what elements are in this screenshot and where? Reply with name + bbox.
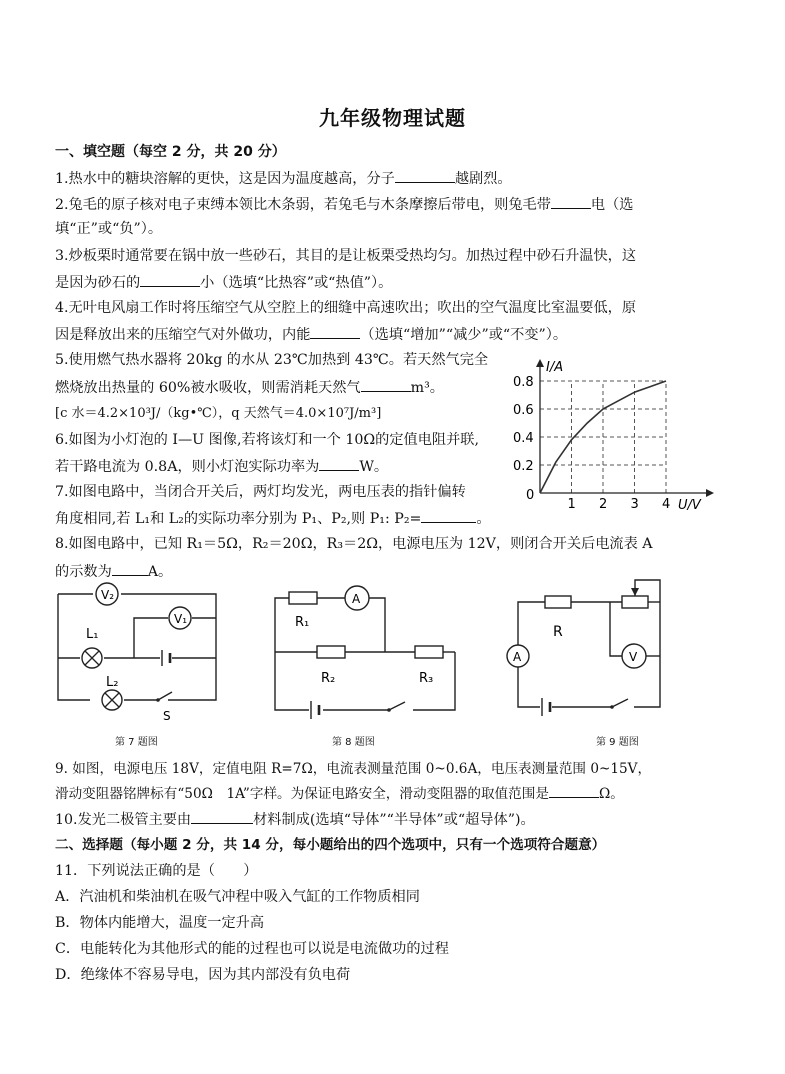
q5-text-end: m³。 [410, 380, 444, 396]
q3-text-end: 小（选填“比热容”或“热值”）。 [200, 275, 393, 291]
question-2-cont: 填“正”或“负”）。 [55, 221, 163, 237]
rheostat-slider-arrow [631, 588, 639, 596]
q8-answer-blank[interactable] [112, 561, 148, 576]
l2-label: L₂ [106, 675, 119, 690]
question-3: 3.炒板栗时通常要在锅中放一些砂石，其目的是让板栗受热均匀。加热过程中砂石升温快，这 [55, 248, 637, 264]
resistor-r [545, 596, 571, 608]
section-2-heading: 二、选择题（每小题 2 分，共 14 分，每小题给出的四个选项中，只有一个选项符合题意） [55, 837, 606, 853]
x-tick-label: 3 [630, 497, 639, 512]
y-tick-label: 0.4 [513, 431, 534, 446]
q8-text: 的示数为 [55, 564, 112, 580]
q7-answer-blank[interactable] [421, 508, 476, 523]
figure-8-caption: 第 8 题图 [332, 737, 375, 748]
y-axis-arrow [536, 359, 544, 367]
q8-text-end: A。 [147, 564, 173, 580]
switch-contact [610, 705, 614, 709]
wire [518, 602, 545, 644]
resistor-r1 [289, 592, 317, 604]
resistor-r2 [317, 646, 345, 658]
question-8-cont [55, 561, 172, 582]
question-5: 5.使用燃气热水器将 20kg 的水从 23℃加热到 43℃。若天然气完全 [55, 352, 489, 368]
switch-contact [156, 698, 160, 702]
question-6-cont [55, 456, 388, 477]
wire [134, 618, 168, 658]
ammeter-label: A [352, 592, 361, 606]
wire [369, 598, 385, 652]
x-axis-label: U/V [678, 498, 701, 513]
q9-answer-blank[interactable] [549, 783, 599, 798]
option-a: A．汽油机和柴油机在吸气冲程中吸入气缸的工作物质相同 [55, 889, 420, 905]
x-axis-arrow [706, 489, 714, 497]
wire [121, 594, 216, 700]
question-5-cont [55, 377, 444, 398]
voltmeter-label: V [629, 650, 638, 664]
q4-answer-blank[interactable] [310, 324, 360, 339]
q3-answer-blank[interactable] [140, 272, 200, 287]
figure-8-circuit [265, 582, 465, 722]
q2-answer-blank[interactable] [551, 194, 591, 209]
question-6: 6.如图为小灯泡的 I—U 图像,若将该灯和一个 10Ω的定值电阻并联, [55, 432, 479, 448]
r-label: R [553, 624, 563, 640]
question-2 [55, 194, 634, 215]
question-9: 9. 如图，电源电压 18V，定值电阻 R=7Ω，电流表测量范围 0~0.6A，电压表测量范围 0~15V， [55, 761, 652, 777]
q7-text: 角度相同,若 L₁和 L₂的实际功率分别为 P₁、P₂,则 P₁: P₂= [55, 511, 422, 527]
q10-text: 10.发光二极管主要由 [55, 812, 192, 828]
wire [275, 598, 289, 652]
q1-answer-blank[interactable] [395, 168, 455, 183]
option-b: B．物体内能增大，温度一定升高 [55, 915, 265, 931]
wire [275, 652, 309, 710]
ammeter-label: A [513, 650, 522, 664]
x-tick-label: 4 [662, 497, 671, 512]
y-axis-label: I/A [546, 360, 564, 375]
question-1 [55, 168, 512, 189]
question-3-cont [55, 272, 392, 293]
rheostat [622, 596, 648, 608]
chart-grid [540, 381, 666, 493]
q9-text-end: Ω。 [598, 786, 624, 802]
q9-text: 滑动变阻器铭牌标有“50Ω 1A”字样。为保证电路安全，滑动变阻器的取值范围是 [55, 786, 549, 802]
figure-9-caption: 第 9 题图 [596, 737, 639, 748]
q5-answer-blank[interactable] [361, 377, 411, 392]
y-tick-label: 0.2 [513, 459, 534, 474]
l1-label: L₁ [86, 627, 99, 642]
q4-text-end: （选填“增加”“减少”或“不变”）。 [360, 327, 568, 343]
y-tick-label: 0.6 [513, 403, 534, 418]
v1-label: V₁ [174, 612, 188, 626]
q1-text-end: 越剧烈。 [454, 171, 512, 187]
option-c: C．电能转化为其他形式的能的过程也可以说是电流做功的过程 [55, 941, 449, 957]
r3-label: R₃ [419, 671, 434, 686]
switch-lever [612, 699, 628, 707]
q6-answer-blank[interactable] [319, 456, 359, 471]
q3-text: 是因为砂石的 [55, 275, 141, 291]
switch-lever [389, 702, 405, 710]
q7-text-end: 。 [476, 511, 491, 527]
figure-9-circuit [500, 572, 680, 722]
switch-contact [387, 708, 391, 712]
option-d: D．绝缘体不容易导电，因为其内部没有负电荷 [55, 967, 351, 983]
question-4-cont [55, 324, 567, 345]
q6-text-end: W。 [359, 459, 389, 475]
wire [610, 602, 622, 656]
origin-label: 0 [526, 488, 535, 503]
section-1-heading: 一、填空题（每空 2 分，共 20 分） [55, 144, 286, 160]
q2-text-end: 电（选 [590, 197, 634, 213]
q6-text: 若干路电流为 0.8A，则小灯泡实际功率为 [55, 459, 320, 475]
q10-answer-blank[interactable] [191, 809, 253, 824]
q4-text: 因是释放出来的压缩空气对外做功，内能 [55, 327, 311, 343]
question-9-cont [55, 783, 624, 804]
figure-7-caption: 第 7 题图 [115, 737, 158, 748]
question-11: 11．下列说法正确的是（ ） [55, 863, 258, 879]
q10-text-end: 材料制成(选填“导体”“半导体”或“超导体”)。 [253, 812, 535, 828]
page-title: 九年级物理试题 [319, 106, 466, 130]
switch-lever [158, 692, 172, 700]
y-tick-label: 0.8 [513, 375, 534, 390]
v2-label: V₂ [101, 588, 115, 602]
question-7-cont [55, 508, 491, 529]
wire [58, 594, 90, 700]
iu-chart [500, 355, 725, 515]
question-5-constants: [c 水＝4.2×10³J/（kg•℃），q 天然气＝4.0×10⁷J/m³] [55, 406, 382, 421]
q1-text: 1.热水中的糖块溶解的更快，这是因为温度越高，分子 [55, 171, 395, 187]
question-4: 4.无叶电风扇工作时将压缩空气从空腔上的细缝中高速吹出；吹出的空气温度比室温要低，原 [55, 300, 637, 316]
q5-text: 燃烧放出热量的 60%被水吸收，则需消耗天然气 [55, 380, 361, 396]
r2-label: R₂ [321, 671, 336, 686]
r1-label: R₁ [295, 615, 310, 630]
s-label: S [163, 709, 171, 723]
question-8: 8.如图电路中，已知 R₁＝5Ω，R₂＝20Ω，R₃＝2Ω，电源电压为 12V，则闭合开关后电流表 A [55, 536, 653, 552]
x-tick-label: 2 [599, 497, 608, 512]
figure-7-circuit [50, 582, 225, 730]
resistor-r3 [415, 646, 443, 658]
q2-text: 2.兔毛的原子核对电子束缚本领比木条弱，若兔毛与木条摩擦后带电，则兔毛带 [55, 197, 551, 213]
x-tick-label: 1 [567, 497, 576, 512]
question-10 [55, 809, 535, 830]
question-7: 7.如图电路中，当闭合开关后，两灯均发光，两电压表的指针偏转 [55, 484, 466, 500]
